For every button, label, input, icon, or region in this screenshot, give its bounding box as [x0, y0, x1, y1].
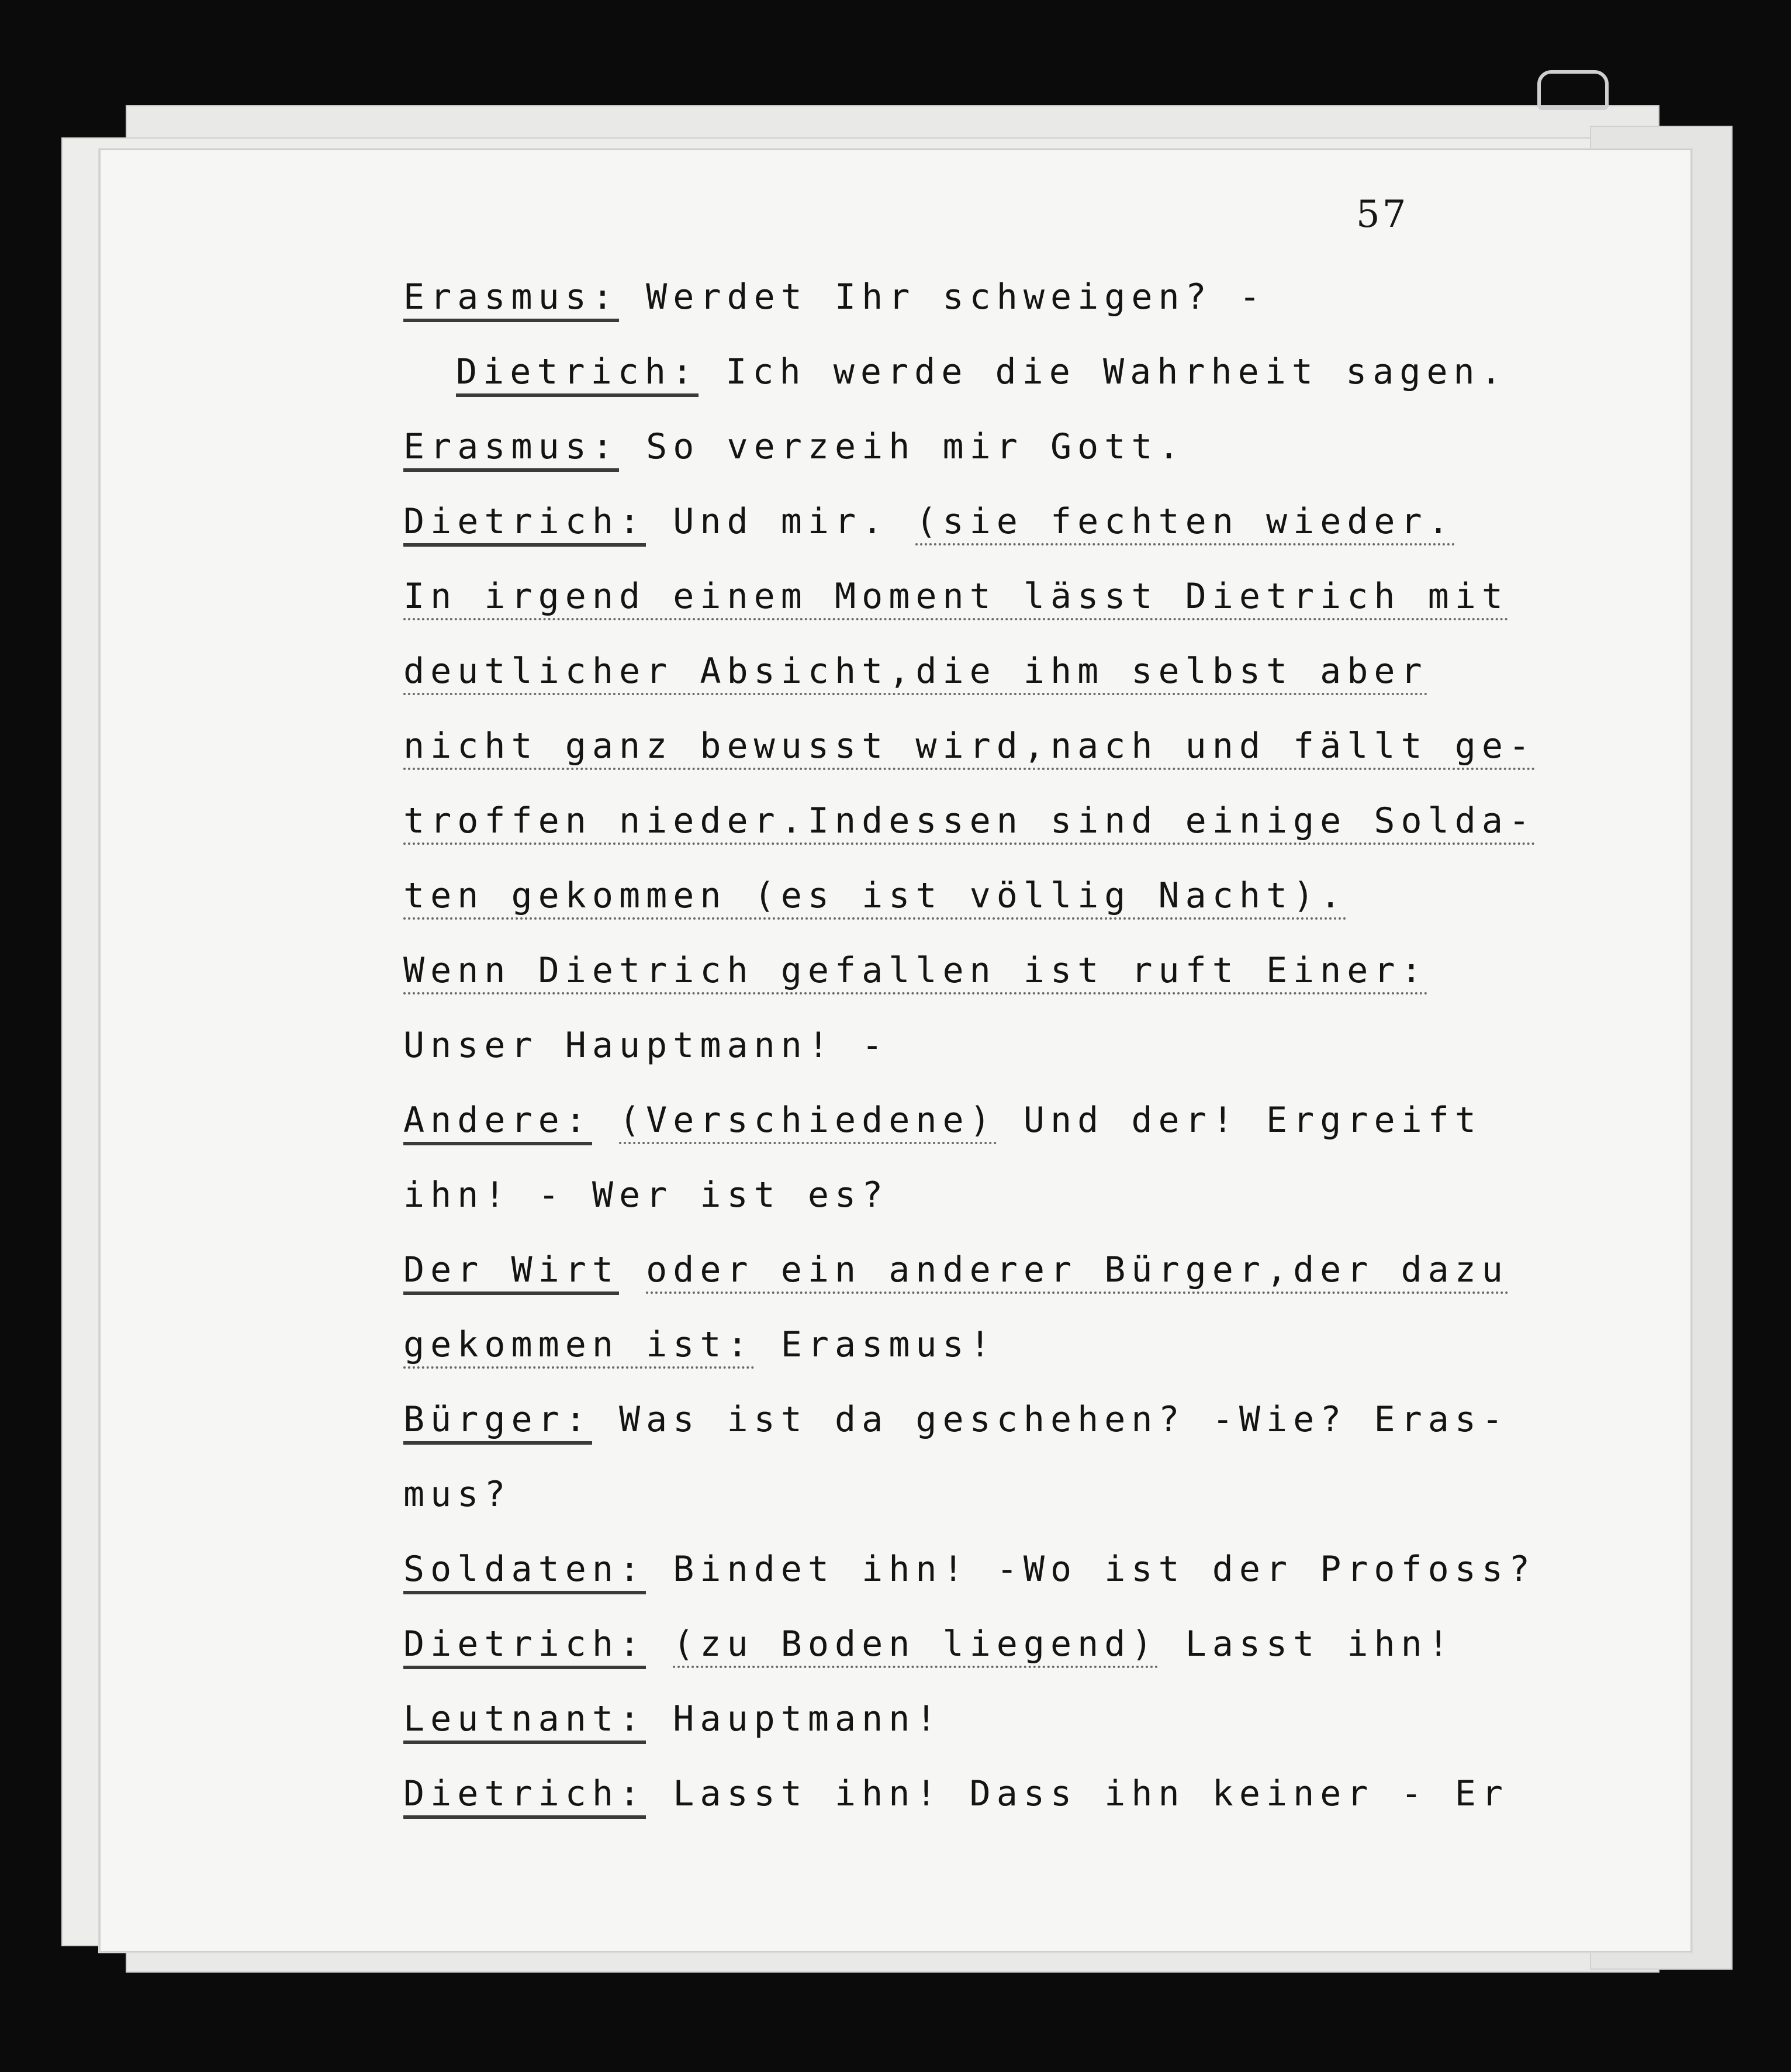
dialogue-text: Hauptmann! [673, 1698, 943, 1739]
script-line [403, 1684, 1502, 1759]
speaker-name: Soldaten: [403, 1549, 646, 1594]
script-line [403, 1459, 1502, 1534]
script-line [403, 861, 1502, 935]
stage-direction: deutlicher Absicht,die ihm selbst aber [403, 651, 1428, 695]
speaker-name: Dietrich: [403, 501, 646, 547]
script-line [403, 1085, 1502, 1160]
speaker-name: Andere: [403, 1100, 592, 1145]
script-line [403, 711, 1536, 786]
script-line [403, 412, 1502, 486]
stage-direction: nicht ganz bewusst wird,nach und fällt ge- [403, 726, 1536, 770]
dialogue-text: Lasst ihn! Dass ihn keiner - Er [673, 1773, 1509, 1814]
dialogue-text: Ich werde die Wahrheit sagen. [725, 351, 1508, 392]
stage-direction: (sie fechten wieder. [915, 501, 1454, 545]
script-line [403, 786, 1536, 861]
stage-direction: oder ein anderer Bürger,der dazu [646, 1249, 1509, 1294]
script-line [403, 1759, 1509, 1833]
speaker-name: Dietrich: [403, 1624, 646, 1669]
script-line [403, 1235, 1509, 1310]
dialogue-text: Was ist da geschehen? -Wie? Eras- [619, 1399, 1509, 1440]
script-line [403, 337, 1508, 412]
stage-direction: ten gekommen (es ist völlig Nacht). [403, 875, 1347, 920]
speaker-name: Leutnant: [403, 1698, 646, 1744]
speaker-name: Dietrich: [456, 351, 699, 397]
script-line [403, 1010, 1502, 1085]
speaker-name: Erasmus: [403, 426, 619, 472]
dialogue-text: Und mir. [673, 501, 889, 542]
dialogue-text: Lasst ihn! [1185, 1624, 1455, 1664]
stage-direction: Wenn Dietrich gefallen ist ruft Einer: [403, 950, 1428, 994]
stage-direction: gekommen ist: [403, 1324, 754, 1369]
script-line [403, 1160, 1502, 1235]
stage-direction: (Verschiedene) [619, 1100, 997, 1144]
script-text [403, 262, 1536, 1833]
dialogue-text: So verzeih mir Gott. [646, 426, 1185, 467]
script-line [403, 262, 1502, 337]
script-line [403, 486, 1502, 561]
speaker-name: Dietrich: [403, 1773, 646, 1819]
script-line [403, 1384, 1509, 1459]
dialogue-text: Und der! Ergreift [1023, 1100, 1482, 1141]
speaker-name: Bürger: [403, 1399, 592, 1445]
dialogue-text: Werdet Ihr schweigen? - [646, 277, 1266, 317]
script-line [403, 561, 1509, 636]
stage-direction: In irgend einem Moment lässt Dietrich mit [403, 576, 1509, 620]
speaker-name: Erasmus: [403, 277, 619, 322]
script-line [403, 1609, 1502, 1684]
dialogue-text: Erasmus! [780, 1324, 997, 1365]
dialogue-text: Unser Hauptmann! - [403, 1025, 889, 1066]
page-number: 57 [1356, 193, 1409, 236]
speaker-name: Der Wirt [403, 1249, 619, 1295]
stage-direction: (zu Boden liegend) [673, 1624, 1158, 1668]
stage-direction: troffen nieder.Indessen sind einige Solda- [403, 800, 1536, 845]
paper-clip-mark [1537, 70, 1609, 110]
script-line [403, 1310, 1502, 1384]
dialogue-text: mus? [403, 1474, 511, 1515]
dialogue-text: ihn! - Wer ist es? [403, 1175, 889, 1215]
script-line [403, 636, 1502, 711]
dialogue-text: Bindet ihn! -Wo ist der Profoss? [673, 1549, 1536, 1590]
script-line [403, 935, 1502, 1010]
script-line [403, 1534, 1536, 1609]
